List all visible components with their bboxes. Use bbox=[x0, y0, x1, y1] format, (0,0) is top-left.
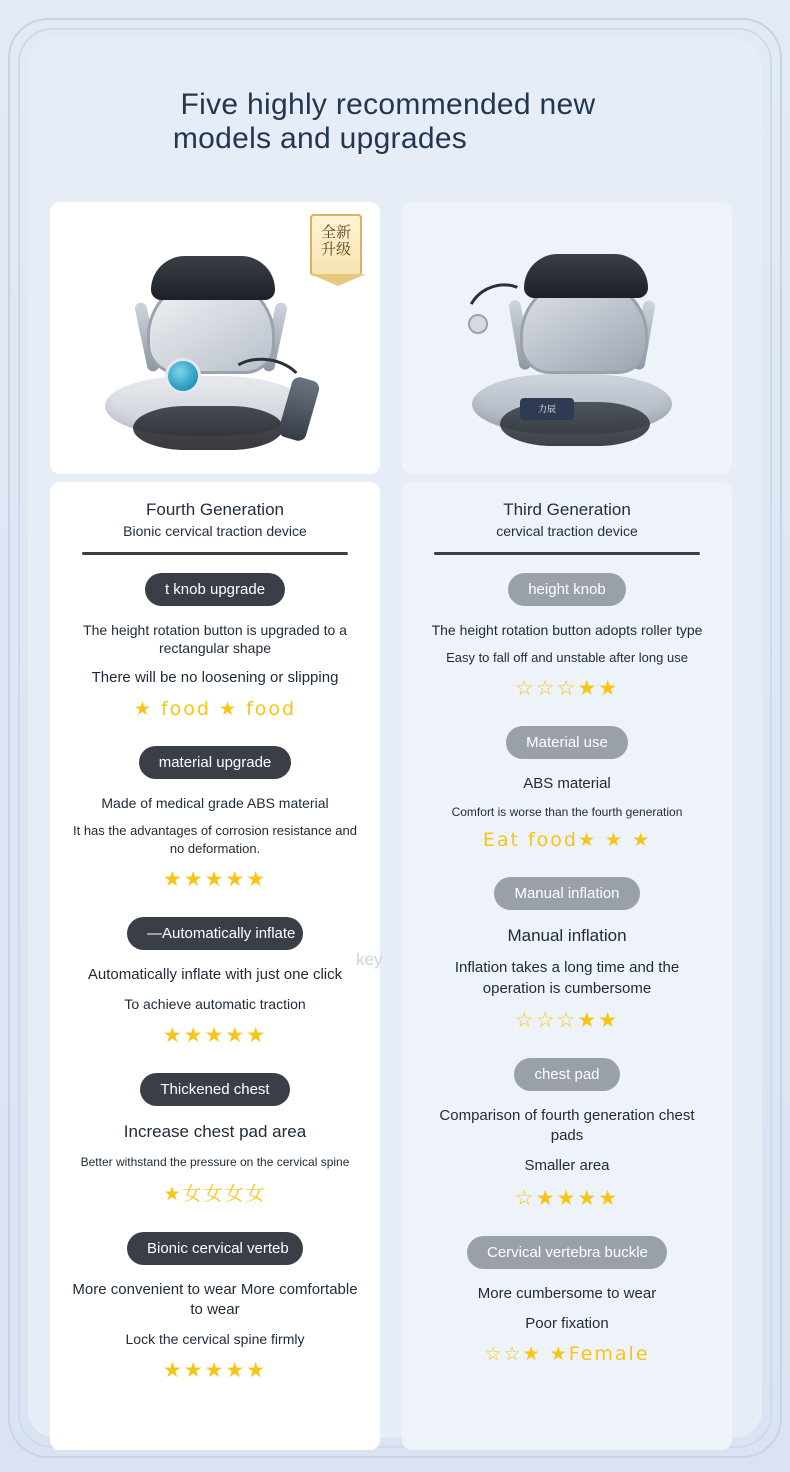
page-title-line2: models and upgrades bbox=[172, 121, 468, 155]
generation-name: Fourth Generation bbox=[146, 500, 284, 519]
new-upgrade-badge bbox=[310, 214, 362, 276]
brand-label: 力辰 bbox=[520, 398, 574, 420]
feature-block bbox=[416, 1236, 718, 1366]
feature-block bbox=[64, 1232, 366, 1382]
feature-line-2: Inflation takes a long time and the operation is cumbersome bbox=[454, 959, 680, 997]
badge-line1: 全新 bbox=[320, 223, 351, 241]
rating-stars: ★★★★★ bbox=[162, 1358, 268, 1383]
generation-title-fourth bbox=[64, 500, 366, 540]
feature-line-2: Poor fixation bbox=[525, 1314, 609, 1332]
rating-stars: ★★★★★ bbox=[162, 866, 268, 891]
product-photo-third-generation bbox=[402, 202, 732, 474]
feature-pill: t knob upgrade bbox=[145, 573, 285, 606]
feature-pill: Manual inflation bbox=[494, 877, 639, 910]
feature-block bbox=[416, 877, 718, 1031]
device-top-strap bbox=[151, 256, 275, 300]
spec-card-fourth-generation bbox=[50, 482, 383, 1450]
rating-stars: Eat food★ ★ ★ bbox=[482, 829, 652, 852]
feature-line-2: Better withstand the pressure on the cervical spine bbox=[80, 1154, 350, 1169]
divider bbox=[82, 552, 348, 555]
feature-line-2: It has the advantages of corrosion resistance and no deformation. bbox=[72, 823, 357, 857]
feature-line-2: Lock the cervical spine firmly bbox=[125, 1331, 305, 1348]
spec-card-third-generation bbox=[402, 482, 732, 1450]
feature-block bbox=[416, 726, 718, 851]
feature-line-1: Comparison of fourth generation chest pads bbox=[439, 1106, 695, 1145]
page-title-line1: Five highly recommended new bbox=[180, 88, 596, 121]
feature-line-1: Increase chest pad area bbox=[123, 1121, 307, 1141]
feature-block bbox=[64, 1073, 366, 1206]
badge-line2: 升级 bbox=[320, 239, 351, 258]
rating-stars: ★★★★★ bbox=[162, 1022, 268, 1047]
column-fourth-generation bbox=[50, 202, 383, 1450]
feature-line-1: Made of medical grade ABS material bbox=[101, 794, 329, 811]
feature-line-2: Easy to fall off and unstable after long use bbox=[446, 650, 688, 666]
page-title bbox=[0, 88, 790, 155]
feature-block bbox=[416, 1058, 718, 1210]
feature-pill: Thickened chest bbox=[140, 1073, 289, 1106]
feature-line-1: Manual inflation bbox=[507, 926, 627, 946]
device-illustration-fourth bbox=[105, 250, 335, 450]
generation-title-third bbox=[416, 500, 718, 540]
feature-line-1: The height rotation button is upgraded to a rectangular shape bbox=[83, 621, 347, 657]
rating-stars: ☆☆☆★★ bbox=[514, 676, 620, 700]
feature-line-1: ABS material bbox=[523, 775, 611, 792]
device-illustration-third bbox=[462, 244, 702, 454]
feature-block bbox=[64, 917, 366, 1047]
feature-pill: Cervical vertebra buckle bbox=[467, 1236, 667, 1269]
feature-block bbox=[64, 573, 366, 720]
feature-block bbox=[64, 746, 366, 891]
feature-pill: Bionic cervical verteb bbox=[127, 1232, 303, 1265]
feature-line-1: More convenient to wear More comfortable to wear bbox=[72, 1280, 358, 1319]
rating-stars: ☆☆★ ★Female bbox=[484, 1343, 650, 1366]
watermark-text: key bbox=[356, 950, 383, 969]
feature-pill: height knob bbox=[508, 573, 626, 606]
feature-pill: material upgrade bbox=[139, 746, 292, 779]
comparison-columns bbox=[50, 202, 740, 1450]
feature-block bbox=[416, 573, 718, 700]
device-knob bbox=[165, 358, 201, 394]
rating-stars: ★女女女女 bbox=[163, 1182, 267, 1205]
feature-pill: Material use bbox=[506, 726, 628, 759]
feature-pill: chest pad bbox=[514, 1058, 619, 1091]
feature-line-1: Automatically inflate with just one click bbox=[87, 965, 343, 983]
rating-stars: ★ food ★ food bbox=[133, 697, 297, 720]
generation-name: Third Generation bbox=[503, 500, 631, 519]
generation-subtitle: cervical traction device bbox=[496, 523, 638, 540]
generation-subtitle: Bionic cervical traction device bbox=[123, 523, 307, 540]
feature-line-2: There will be no loosening or slipping bbox=[91, 669, 339, 687]
feature-pill: —Automatically inflate bbox=[127, 917, 303, 950]
rating-stars: ☆★★★★ bbox=[514, 1185, 620, 1210]
product-photo-fourth-generation bbox=[50, 202, 380, 474]
feature-line-1: The height rotation button adopts roller type bbox=[431, 621, 703, 638]
feature-line-2: To achieve automatic traction bbox=[124, 995, 306, 1012]
feature-line-2: Smaller area bbox=[524, 1157, 610, 1175]
feature-line-1: More cumbersome to wear bbox=[477, 1284, 657, 1302]
divider bbox=[434, 552, 700, 555]
device-top-strap bbox=[524, 254, 648, 298]
column-third-generation bbox=[402, 202, 732, 1450]
rating-stars: ☆☆☆★★ bbox=[514, 1007, 620, 1032]
feature-line-2: Comfort is worse than the fourth generation bbox=[451, 805, 683, 820]
